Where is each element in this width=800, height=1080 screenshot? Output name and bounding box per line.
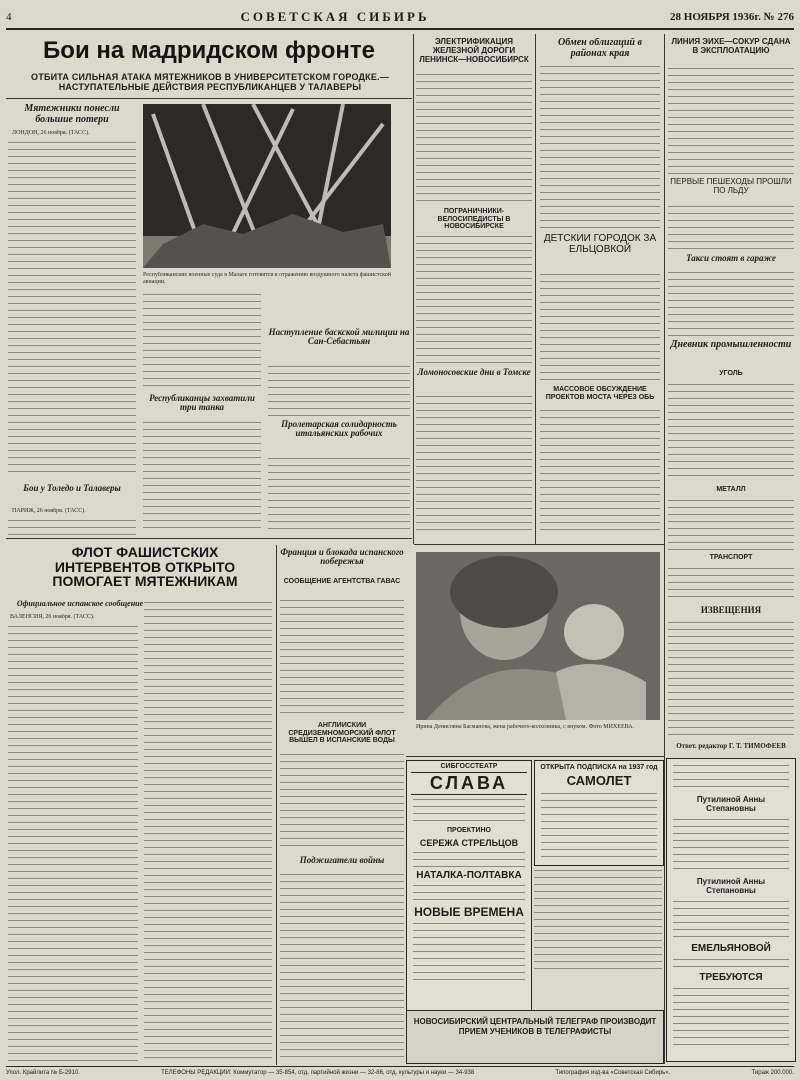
electrification-body: [416, 72, 532, 206]
column-rule: [413, 34, 414, 544]
bonds-headline: Обмен облигаций в районах края: [558, 38, 642, 59]
bridge-headline: МАССОВОЕ ОБСУЖДЕНИЕ ПРОЕКТОВ МОСТА ЧЕРЕЗ ОБЬ: [545, 386, 655, 401]
lead-body-text-4: [268, 364, 410, 416]
samolet-title: САМОЛЕТ: [566, 773, 632, 788]
footer-censor: Упол. Крайлита № Б-2910.: [6, 1070, 80, 1076]
subscription-ad: [534, 760, 664, 866]
pharmacy-notice: [534, 868, 662, 974]
photo-warships: [143, 104, 391, 268]
transport-body: [668, 566, 794, 602]
metal-heading: МЕТАЛЛ: [716, 486, 746, 493]
transport-heading: ТРАНСПОРТ: [709, 554, 753, 561]
lomonosov-headline: Ломоносовские дни в Томске: [417, 368, 531, 377]
telegraph-ad: [406, 1010, 664, 1064]
paper-title: СОВЕТСКАЯ СИБИРЬ: [240, 9, 430, 24]
projector-label: ПРОЕКТИНО: [447, 827, 491, 834]
ad-text: [673, 986, 789, 1046]
portrait-illustration: [416, 552, 660, 720]
putilov-name-2: Путилиной Анны Степановны: [696, 877, 766, 895]
fleet-subhead: Официальное испанское сообщение: [16, 600, 144, 608]
theater-label: СИБГОССТЕАТР: [440, 763, 498, 770]
natalka-title: НАТАЛКА-ПОЛТАВКА: [416, 870, 522, 881]
fleet-body-col2: [144, 600, 272, 1064]
editor-line: Ответ. редактор Г. Т. ТИМОФЕЕВ: [676, 742, 786, 750]
photo-grandmother: [416, 552, 660, 720]
pedestrians-headline: ПЕРВЫЕ ПЕШЕХОДЫ ПРОШЛИ ПО ЛЬДУ: [670, 178, 792, 195]
section-rule: [6, 98, 412, 99]
lead-subheadline: ОТБИТА СИЛЬНАЯ АТАКА МЯТЕЖНИКОВ В УНИВЕРСИТЕТСКОМ ГОРОДКЕ.— НАСТУПАТЕЛЬНЫЕ ДЕЙСТВИЯ РЕСПУБЛИКАНЦЕВ У ТАЛАВЕРЫ: [31, 72, 389, 93]
diary-headline: Дневник промышленности: [670, 340, 792, 350]
footer-phones: ТЕЛЕФОНЫ РЕДАКЦИИ: Коммутатор — 35-854, отд. партийной жизни — 32-86, отд. культуры и науки — 34-938: [161, 1070, 475, 1076]
ad-text: [413, 921, 525, 981]
ad-text: [413, 883, 525, 903]
lead-body-text-3: [143, 420, 261, 530]
lead-headline: Бои на мадридском фронте: [43, 38, 375, 64]
notices-heading: ИЗВЕЩЕНИЯ: [700, 606, 762, 615]
lead-sub4-dateline: ПАРИЖ, 26 ноября. (ТАСС).: [12, 508, 86, 514]
france-headline: Франция и блокада испанского побережья: [280, 548, 404, 567]
novye-title: НОВЫЕ ВРЕМЕНА: [414, 905, 524, 919]
page-number: 4: [6, 11, 12, 23]
wanted-title: ТРЕБУЮТСЯ: [699, 972, 763, 983]
metal-body: [668, 498, 794, 550]
fleet-body-col1: [8, 624, 138, 1064]
column-rule: [535, 34, 536, 544]
ad-text: [673, 957, 789, 969]
france-sub2: АНГЛИЙСКИЙ СРЕДИЗЕМНОМОРСКИЙ ФЛОТ ВЫШЕЛ В ИСПАНСКИЕ ВОДЫ: [288, 722, 396, 745]
footer: [6, 1066, 794, 1079]
fleet-headline: ФЛОТ ФАШИСТСКИХ ИНТЕРВЕНТОВ ОТКРЫТО ПОМОГАЕТ МЯТЕЖНИКАМ: [52, 545, 238, 590]
fleet-dateline: ВАЛЕНСИЯ, 26 ноября. (ТАСС).: [10, 614, 95, 620]
kindergarten-body: [540, 272, 660, 382]
putilov-name-1: Путилиной Анны Степановны: [696, 795, 766, 813]
bridge-body: [540, 408, 660, 536]
section-rule: [406, 756, 664, 757]
lead-photo-caption: Республиканские военные суда в Малаге готовятся к отражению воздушного налета фашистской авиации.: [143, 272, 391, 285]
lead-body-text-5: [268, 456, 410, 530]
france-body-3: [280, 872, 404, 1062]
pedestrians-body: [668, 204, 794, 252]
ad-text: [673, 899, 789, 939]
taxi-headline: Такси стоят в гараже: [686, 254, 776, 263]
ad-text: [541, 791, 657, 857]
lead-sub1: Республиканцы захватили три танка: [149, 394, 255, 413]
lead-body-text-2: [143, 292, 261, 392]
column-rule: [664, 34, 665, 1064]
ad-text: [673, 763, 789, 791]
lead-sidehead: Мятежники понесли большие потери: [24, 104, 120, 125]
masthead: [6, 6, 794, 30]
ad-text: [413, 797, 525, 825]
slava-title: СЛАВА: [411, 772, 527, 795]
lead-body-text-6: [8, 518, 136, 536]
ad-text: [413, 850, 525, 868]
border-guards-body: [416, 234, 532, 364]
lead-dateline: ЛОНДОН, 26 ноября. (ТАСС).: [12, 130, 90, 136]
lead-sub2: Наступление баскской милиции на Сан-Себастьян: [268, 328, 410, 347]
lead-sub4: Бои у Толедо и Талаверы: [23, 484, 121, 493]
line-headline: ЛИНИЯ ЭЙХЕ—СОКУР СДАНА В ЭКСПЛОАТАЦИЮ: [671, 38, 791, 55]
border-guards-headline: ПОГРАНИЧНИКИ-ВЕЛОСИПЕДИСТЫ В НОВОСИБИРСКЕ: [437, 208, 511, 231]
obituary-block: [666, 758, 796, 1062]
subscription-label: ОТКРЫТА ПОДПИСКА на 1937 год: [540, 764, 658, 771]
footer-circulation: Тираж 200.000.: [751, 1070, 794, 1076]
kindergarten-headline: ДЕТСКИЙ ГОРОДОК ЗА ЕЛЬЦОВКОЙ: [543, 234, 657, 255]
section-rule: [414, 544, 664, 545]
section-rule: [6, 538, 412, 539]
notices-body: [668, 620, 794, 738]
lead-sub3: Пролетарская солидарность итальянских рабочих: [281, 420, 397, 439]
footer-printer: Типография изд-ва «Советская Сибирь».: [555, 1070, 671, 1076]
lomonosov-body: [416, 394, 532, 534]
ad-text: [673, 817, 789, 873]
france-subhead: СООБЩЕНИЕ АГЕНТСТВА ГАВАС: [283, 578, 401, 585]
column-rule: [276, 545, 277, 1065]
coal-table: [668, 382, 794, 482]
line-body: [668, 66, 794, 174]
photo2-caption: Ирина Денисовна Басманова, жена рабочего-колхозника, с внуком. Фото МИХЕЕВА.: [416, 724, 635, 730]
taxi-body: [668, 270, 794, 336]
france-sub3: Поджигатели войны: [299, 856, 385, 865]
lead-body-text: [8, 140, 136, 475]
telegraph-title: НОВОСИБИРСКИЙ ЦЕНТРАЛЬНЫЙ ТЕЛЕГРАФ ПРОИЗВОДИТ ПРИЕМ УЧЕНИКОВ В ТЕЛЕГРАФИСТЫ: [413, 1017, 657, 1036]
strelcov-title: СЕРЕЖА СТРЕЛЬЦОВ: [419, 838, 519, 848]
issue-date: 28 НОЯБРЯ 1936г. № 276: [670, 11, 794, 23]
france-body: [280, 598, 404, 718]
coal-heading: УГОЛЬ: [719, 370, 743, 377]
electrification-headline: ЭЛЕКТРИФИКАЦИЯ ЖЕЛЕЗНОЙ ДОРОГИ ЛЕНИНСК—НОВОСИБИРСК: [419, 38, 529, 64]
emelyanov-name: ЕМЕЛЬЯНОВОЙ: [691, 943, 771, 954]
france-body-2: [280, 752, 404, 852]
bonds-body: [540, 64, 660, 230]
searchlight-illustration: [143, 104, 391, 268]
